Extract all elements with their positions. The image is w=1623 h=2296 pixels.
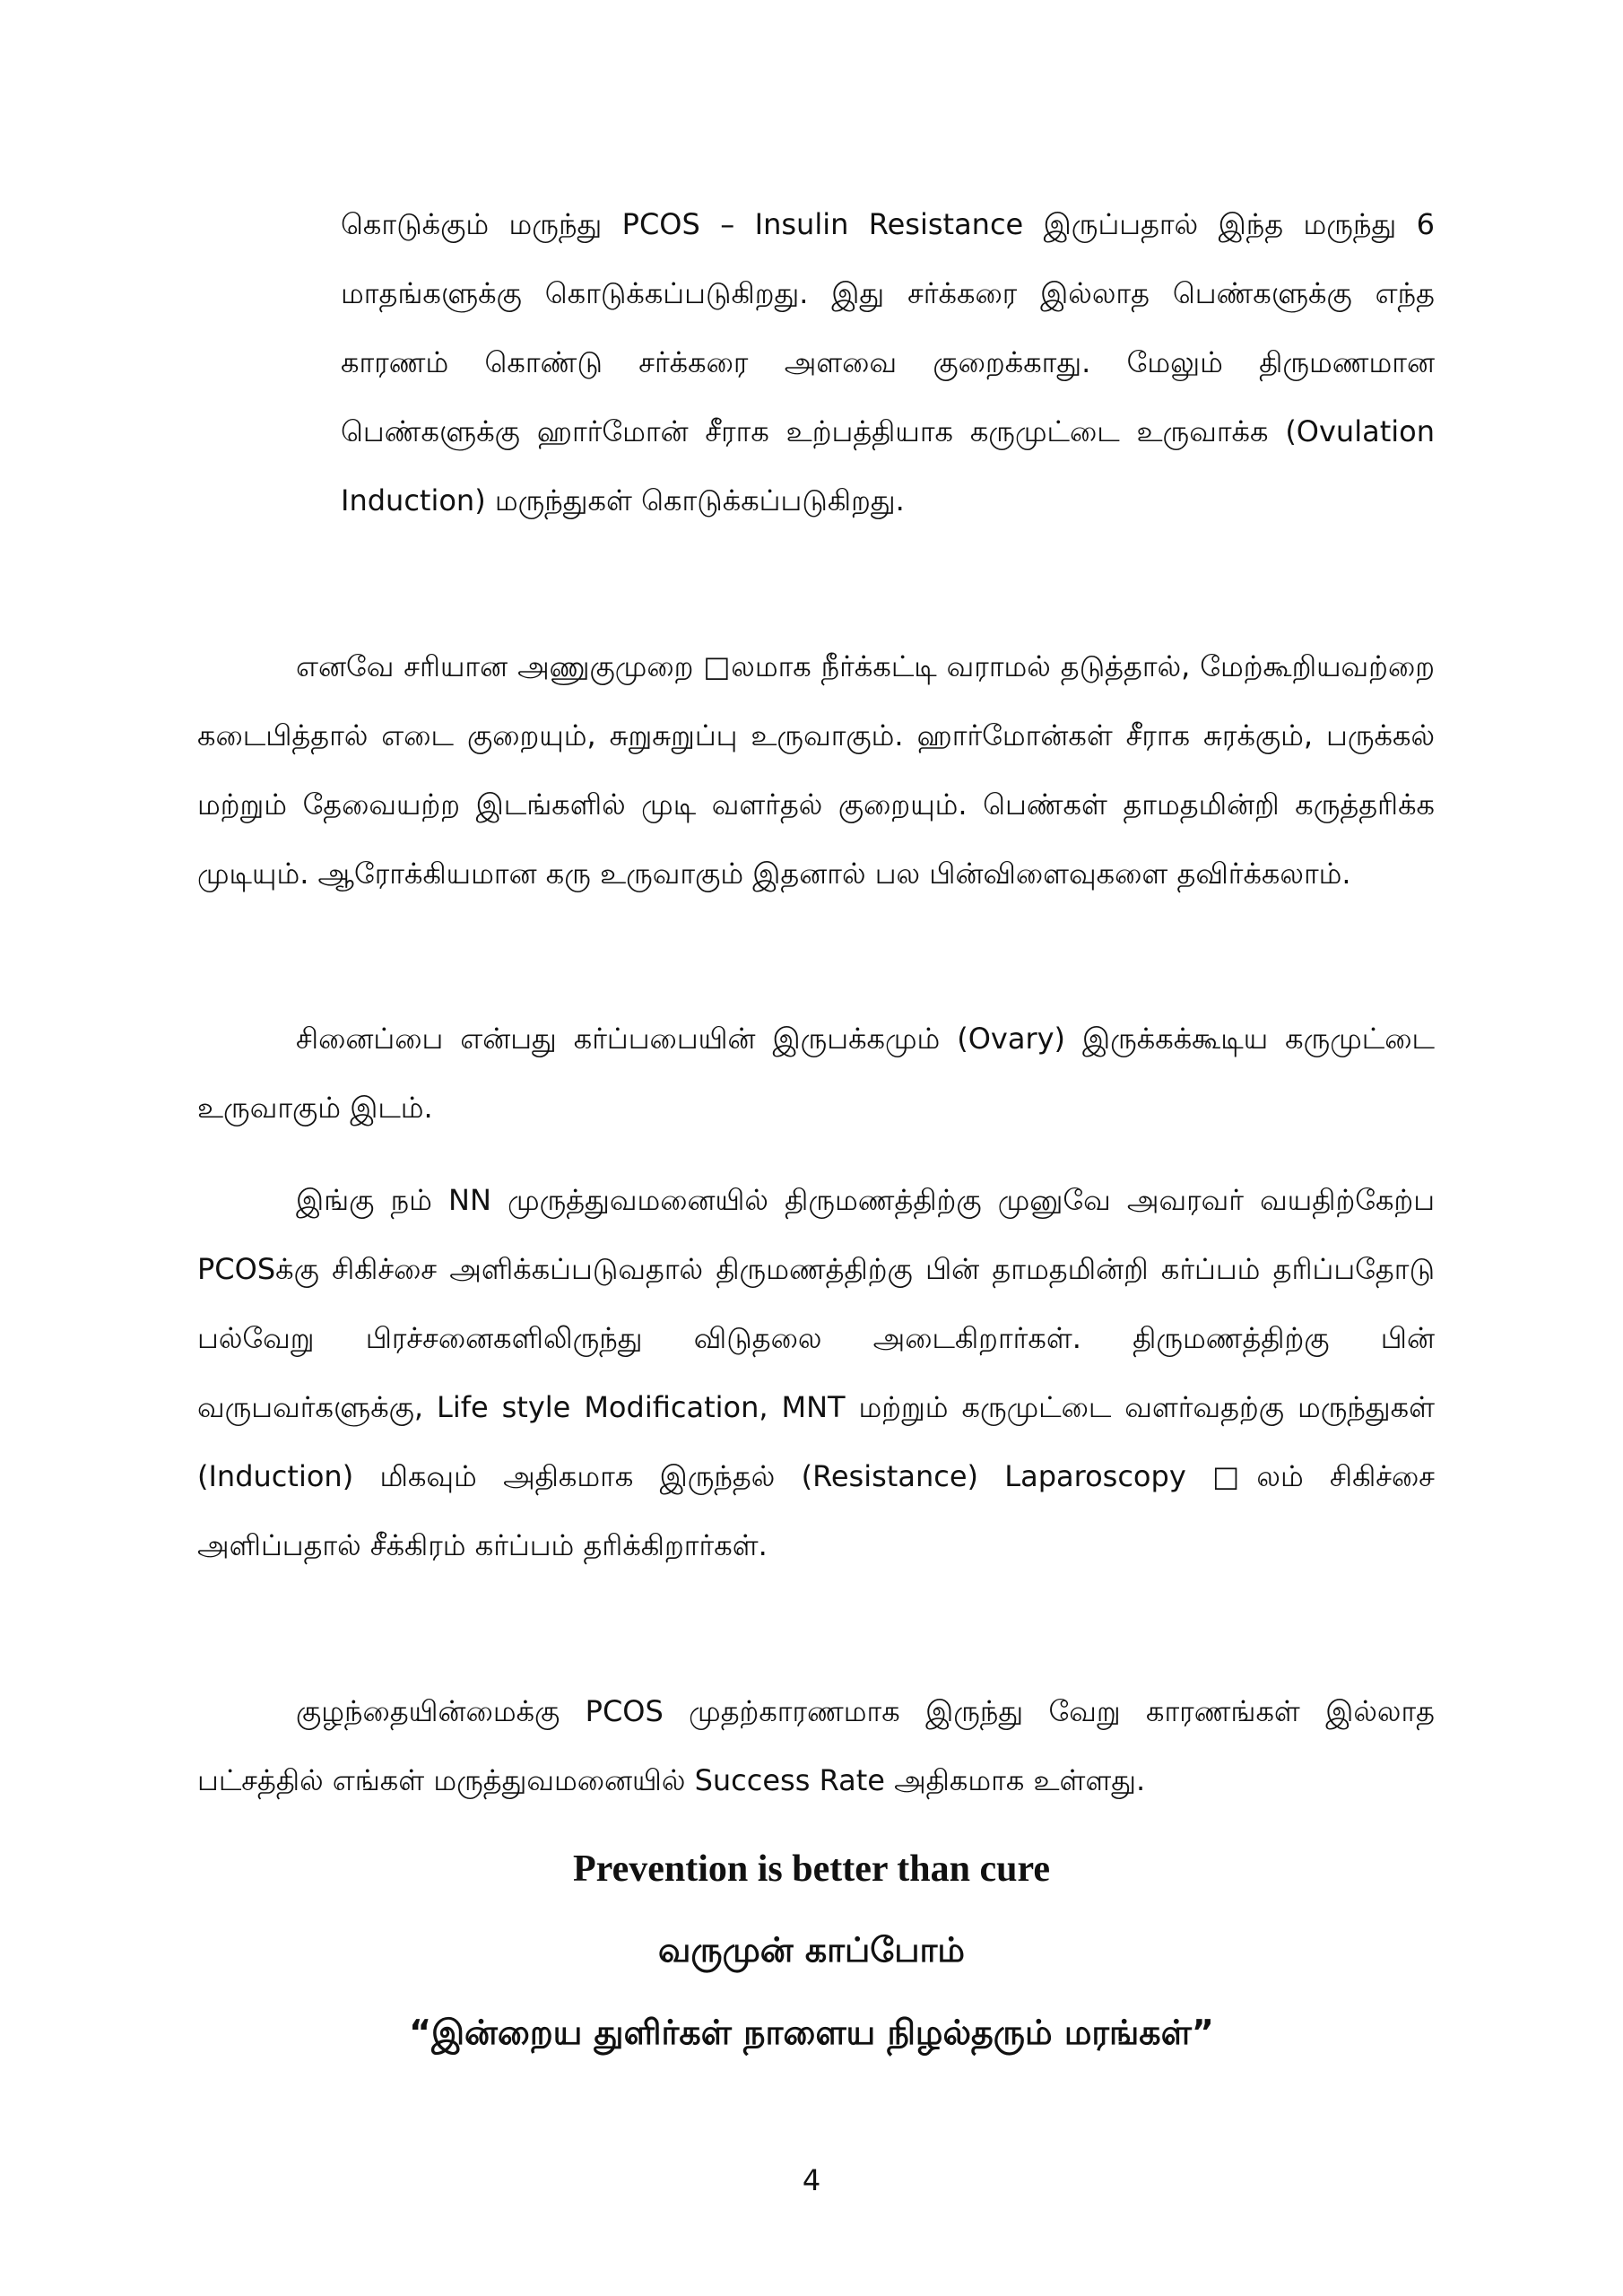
paragraph-5: குழந்தையின்மைக்கு PCOS முதற்காரணமாக இருந்து வேறு காரணங்கள் இல்லாத பட்சத்தில் எங்கள் மருத்துவமனையில் Success Rate அதிகமாக உள்ளது. [197,1694,1435,1797]
paragraph-3: சினைப்பை என்பது கர்ப்பபையின் இருபக்கமும் (Ovary) இருக்கக்கூடிய கருமுட்டை உருவாகும் இடம். [197,1022,1435,1125]
paragraph-1: கொடுக்கும் மருந்து PCOS – Insulin Resistance இருப்பதால் இந்த மருந்து 6 மாதங்களுக்கு கொடுக்கப்படுகிறது. இது சர்க்கரை இல்லாத பெண்களுக்கு எந்த காரணம் கொண்டு சர்க்கரை அளவை குறைக்காது. மேலும் திருமணமான பெண்களுக்கு ஹார்மோன் சீராக உற்பத்தியாக கருமுட்டை உருவாக்க (Ovulation Induction) மருந்துகள் கொடுக்கப்படுகிறது. [341,207,1435,517]
paragraph-2: எனவே சரியான அணுகுமுறை □லமாக நீர்க்கட்டி வராமல் தடுத்தால், மேற்கூறியவற்றை கடைபித்தால் எடை குறையும், சுறுசுறுப்பு உருவாகும். ஹார்மோன்கள் சீராக சுரக்கும், பருக்கல் மற்றும் தேவையற்ற இடங்களில் முடி வளர்தல் குறையும். பெண்கள் தாமதமின்றி கருத்தரிக்க முடியும். ஆரோக்கியமான கரு உருவாகும் இதனால் பல பின்விளைவுகளை தவிர்க்கலாம். [197,649,1435,891]
tamil-slogan-heading: வருமுன் காப்போம் [658,1930,965,1970]
english-slogan-heading: Prevention is better than cure [573,1848,1050,1890]
page-number: 4 [802,2163,821,2197]
paragraph-4: இங்கு நம் NN முருத்துவமனையில் திருமணத்திற்கு முனுவே அவரவர் வயதிற்கேற்ப PCOSக்கு சிகிச்சை அளிக்கப்படுவதால் திருமணத்திற்கு பின் தாமதமின்றி கர்ப்பம் தரிப்பதோடு பல்வேறு பிரச்சனைகளிலிருந்து விடுதலை அடைகிறார்கள். திருமணத்திற்கு பின் வருபவர்களுக்கு, Life style Modification, MNT மற்றும் கருமுட்டை வளர்வதற்கு மருந்துகள் (Induction) மிகவும் அதிகமாக இருந்தல் (Resistance) Laparoscopy □லம் சிகிச்சை அளிப்பதால் சீக்கிரம் கர்ப்பம் தரிக்கிறார்கள். [197,1183,1435,1562]
tamil-quote-heading: “இன்றைய துளிர்கள் நாளைய நிழல்தரும் மரங்கள்” [409,2013,1214,2052]
